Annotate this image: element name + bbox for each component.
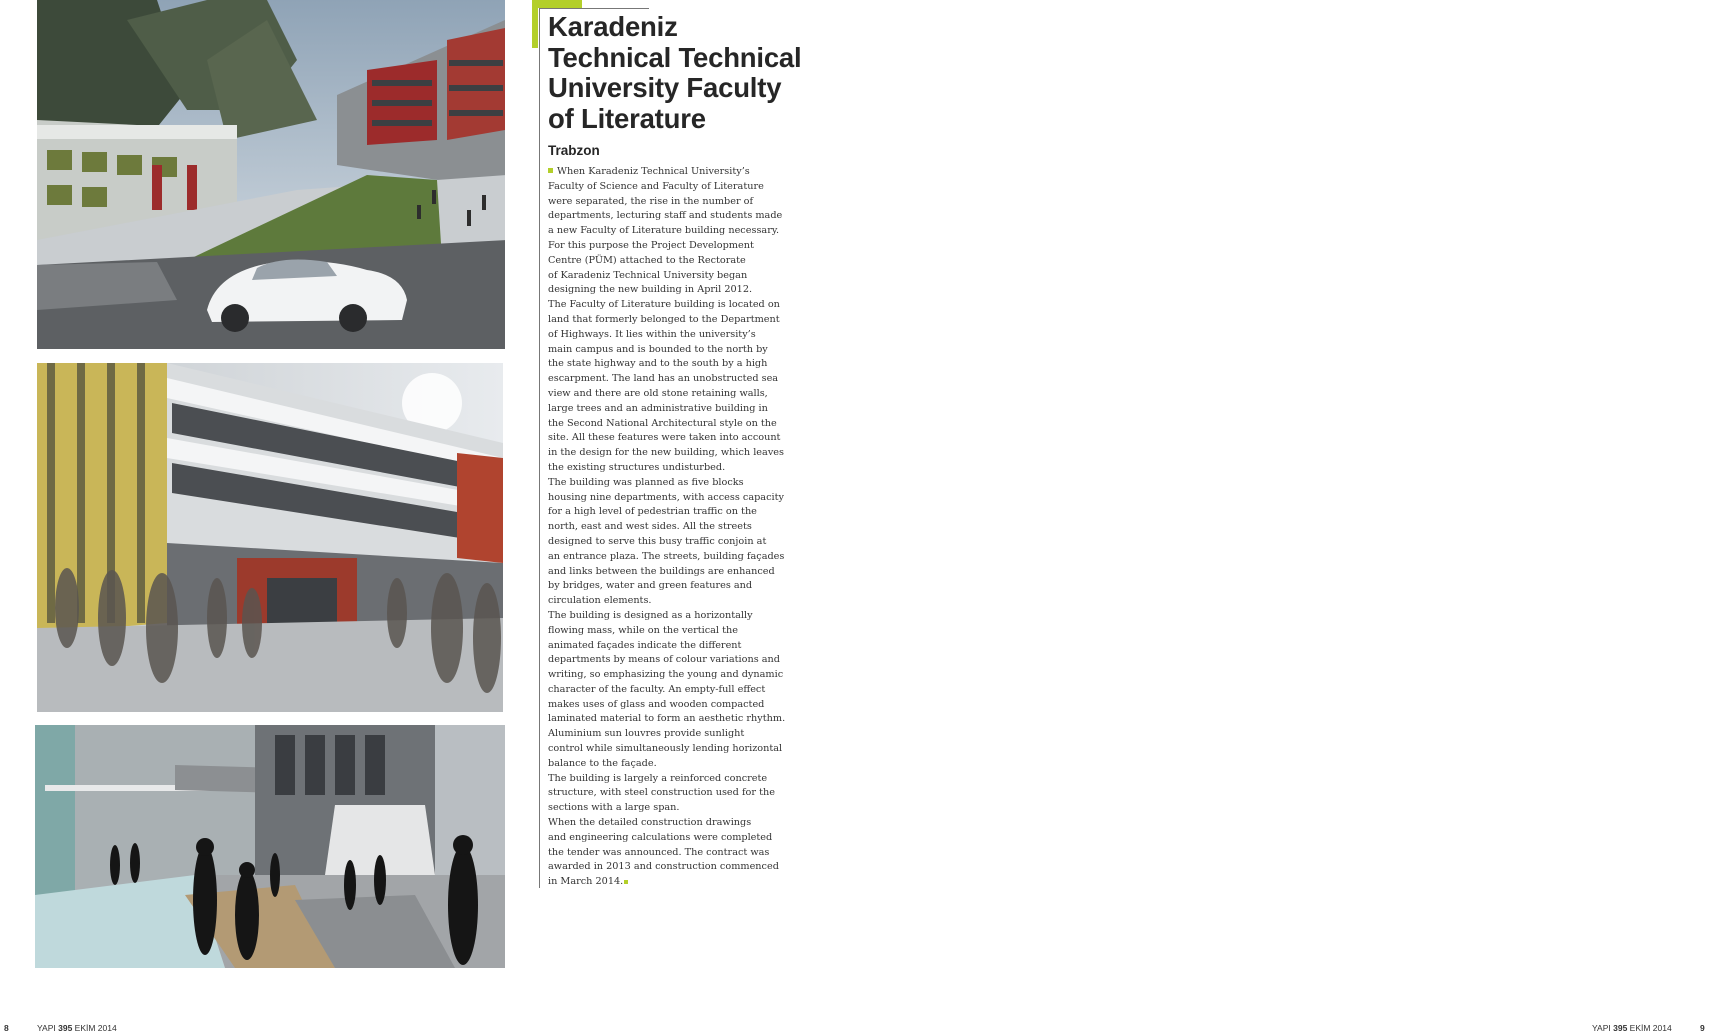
text-line: designing the new building in April 2012. <box>548 284 753 296</box>
article-paragraph <box>548 816 788 890</box>
text-line: the tender was announced. The contract was <box>548 846 770 858</box>
text-line: of Karadeniz Technical University began <box>548 269 748 281</box>
article-paragraph <box>548 476 788 609</box>
text-line: and engineering calculations were completed <box>548 831 773 843</box>
article-paragraph <box>548 165 788 298</box>
text-line: makes uses of glass and wooden compacted <box>548 698 765 710</box>
article-title: Karadeniz Technical Technical University Faculty of Literature <box>548 11 802 134</box>
text-line: Aluminium sun louvres provide sunlight <box>548 728 745 740</box>
folio-right: YAPI 395 EKİM 2014 <box>1592 1023 1672 1033</box>
text-line: structure, with steel construction used for the <box>548 787 775 799</box>
title-rule <box>539 8 649 9</box>
article-paragraph <box>548 609 788 772</box>
text-line: a new Faculty of Literature building necessary. <box>548 225 780 237</box>
text-line: writing, so emphasizing the young and dynamic <box>548 669 784 681</box>
text-line: an entrance plaza. The streets, building façades <box>548 550 785 562</box>
text-line: in March 2014. <box>548 875 788 890</box>
text-line: The Faculty of Literature building is located on <box>548 299 780 311</box>
text-line: and links between the buildings are enhanced <box>548 565 775 577</box>
start-marker <box>548 168 553 173</box>
courtyard-rendering <box>35 725 505 968</box>
text-line: departments by means of colour variations and <box>548 654 780 666</box>
article-body <box>548 165 788 890</box>
text-line: designed to serve this busy traffic conjoin at <box>548 535 767 547</box>
text-line: by bridges, water and green features and <box>548 580 753 592</box>
text-line: of Highways. It lies within the university’s <box>548 328 756 340</box>
article-paragraph <box>548 298 788 476</box>
text-line: For this purpose the Project Development <box>548 239 754 251</box>
text-line: When Karadeniz Technical University’s <box>548 165 788 180</box>
end-marker <box>624 880 628 884</box>
article-paragraph <box>548 772 788 816</box>
text-line: animated façades indicate the different <box>548 639 742 651</box>
text-line: balance to the façade. <box>548 757 657 769</box>
text-line: departments, lecturing staff and students made <box>548 210 783 222</box>
text-line: escarpment. The land has an unobstructed sea <box>548 373 779 385</box>
text-line: laminated material to form an aesthetic rhythm. <box>548 713 786 725</box>
text-line: were separated, the rise in the number of <box>548 195 754 207</box>
text-line: The building is largely a reinforced concrete <box>548 772 768 784</box>
text-line: site. All these features were taken into account <box>548 432 781 444</box>
text-line: sections with a large span. <box>548 802 680 814</box>
text-line: land that formerly belonged to the Department <box>548 313 780 325</box>
text-line: awarded in 2013 and construction commenced <box>548 861 779 873</box>
entrance-plaza-rendering <box>37 363 503 712</box>
text-line: main campus and is bounded to the north by <box>548 343 768 355</box>
text-line: Centre (PÜM) attached to the Rectorate <box>548 254 746 266</box>
article-location: Trabzon <box>548 143 600 158</box>
column-rule <box>539 8 540 888</box>
page-number-left: 8 <box>4 1023 9 1033</box>
text-line: north, east and west sides. All the streets <box>548 521 752 533</box>
text-line: in the design for the new building, which leaves <box>548 447 784 459</box>
text-line: circulation elements. <box>548 595 652 607</box>
text-line: The building is designed as a horizontally <box>548 609 753 621</box>
text-line: Faculty of Science and Faculty of Literature <box>548 180 764 192</box>
text-line: the Second National Architectural style on the <box>548 417 777 429</box>
folio-left: YAPI 395 EKİM 2014 <box>37 1023 117 1033</box>
text-line: When the detailed construction drawings <box>548 817 752 829</box>
text-line: the state highway and to the south by a high <box>548 358 768 370</box>
page-number-right: 9 <box>1700 1023 1705 1033</box>
text-line: The building was planned as five blocks <box>548 476 744 488</box>
text-line: character of the faculty. An empty-full effect <box>548 683 766 695</box>
text-line: view and there are old stone retaining walls, <box>548 387 768 399</box>
campus-exterior-rendering <box>37 0 505 349</box>
text-line: flowing mass, while on the vertical the <box>548 624 738 636</box>
text-line: control while simultaneously lending horizontal <box>548 743 783 755</box>
text-line: large trees and an administrative building in <box>548 402 768 414</box>
text-line: the existing structures undisturbed. <box>548 461 726 473</box>
text-line: housing nine departments, with access capacity <box>548 491 784 503</box>
text-line: for a high level of pedestrian traffic on the <box>548 506 757 518</box>
